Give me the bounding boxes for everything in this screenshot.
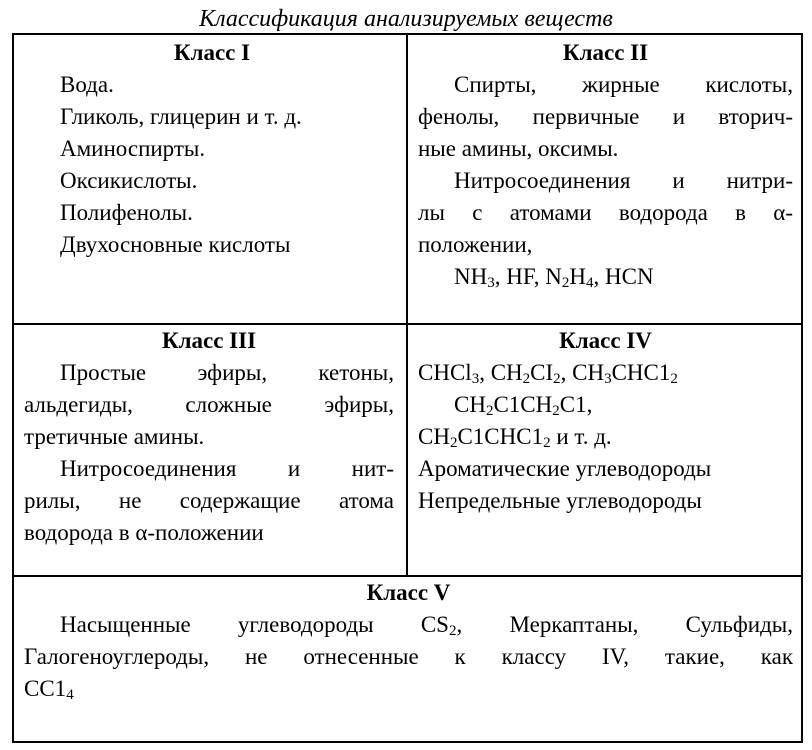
class-1-line: Вода.: [60, 72, 114, 97]
class-4-line: Непредельные углеводороды: [418, 488, 702, 513]
class-5-cell: [24, 577, 793, 705]
class-4-cell: [418, 325, 793, 517]
class-3-cell: [24, 325, 394, 549]
class-1-title: Класс I: [173, 40, 251, 65]
class-1-line: Полифенолы.: [60, 200, 193, 225]
class-2-line: Нитросоединения и нитри-: [454, 168, 793, 193]
class-5-formula: $CC1_4$: [24, 676, 74, 703]
class-1-line: Оксикислоты.: [60, 168, 198, 193]
class-3-line: рилы, не содержащие атома: [24, 488, 394, 513]
class-1-cell: [24, 37, 400, 261]
class-2-formula: $NH_3$, HF, $N_2H_4$, HCN: [454, 264, 654, 291]
class-4-title: Класс IV: [559, 328, 652, 353]
class-3-line: Нитросоединения и нит-: [60, 456, 394, 481]
table-caption: Классификация анализируемых веществ: [199, 6, 613, 32]
class-3-line: Простые эфиры, кетоны,: [60, 360, 394, 385]
class-4-line: Ароматические углеводороды: [418, 456, 712, 481]
class-1-line: Гликоль, глицерин и т. д.: [60, 104, 302, 129]
class-2-line: положении,: [418, 232, 533, 257]
class-2-title: Класс II: [562, 40, 649, 65]
classification-table: [12, 33, 803, 743]
class-2-cell: [418, 37, 793, 293]
class-2-line: Спирты, жирные кислоты,: [454, 72, 793, 97]
class-4-formula: CHCl$_3$, $CH_2CI_2$, $CH_3CHC1_2$: [418, 360, 678, 387]
class-5-line: Насыщенные углеводороды $CS_2$, Меркаптаны, Сульфиды,: [60, 612, 793, 639]
class-1-line: Аминоспирты.: [60, 136, 206, 161]
class-5-line: Галогеноуглероды, не отнесенные к классу IV, такие, как: [24, 644, 793, 669]
class-4-formula: $CH_2C1CHC1_2$ и т. д.: [418, 424, 612, 451]
column-divider: [406, 35, 408, 577]
class-4-formula: $CH_2C1CH_2C1$,: [454, 392, 593, 419]
class-3-line: третичные амины.: [24, 424, 205, 449]
class-2-line: лы с атомами водорода в α-: [418, 200, 793, 225]
class-1-line: Двухосновные кислоты: [60, 232, 291, 257]
class-3-line: водорода в α-положении: [24, 520, 264, 545]
class-2-line: фенолы, первичные и вторич-: [418, 104, 793, 129]
class-5-title: Класс V: [366, 580, 451, 605]
class-3-title: Класс III: [161, 328, 257, 353]
class-2-line: ные амины, оксимы.: [418, 136, 619, 161]
class-3-line: альдегиды, сложные эфиры,: [24, 392, 394, 417]
